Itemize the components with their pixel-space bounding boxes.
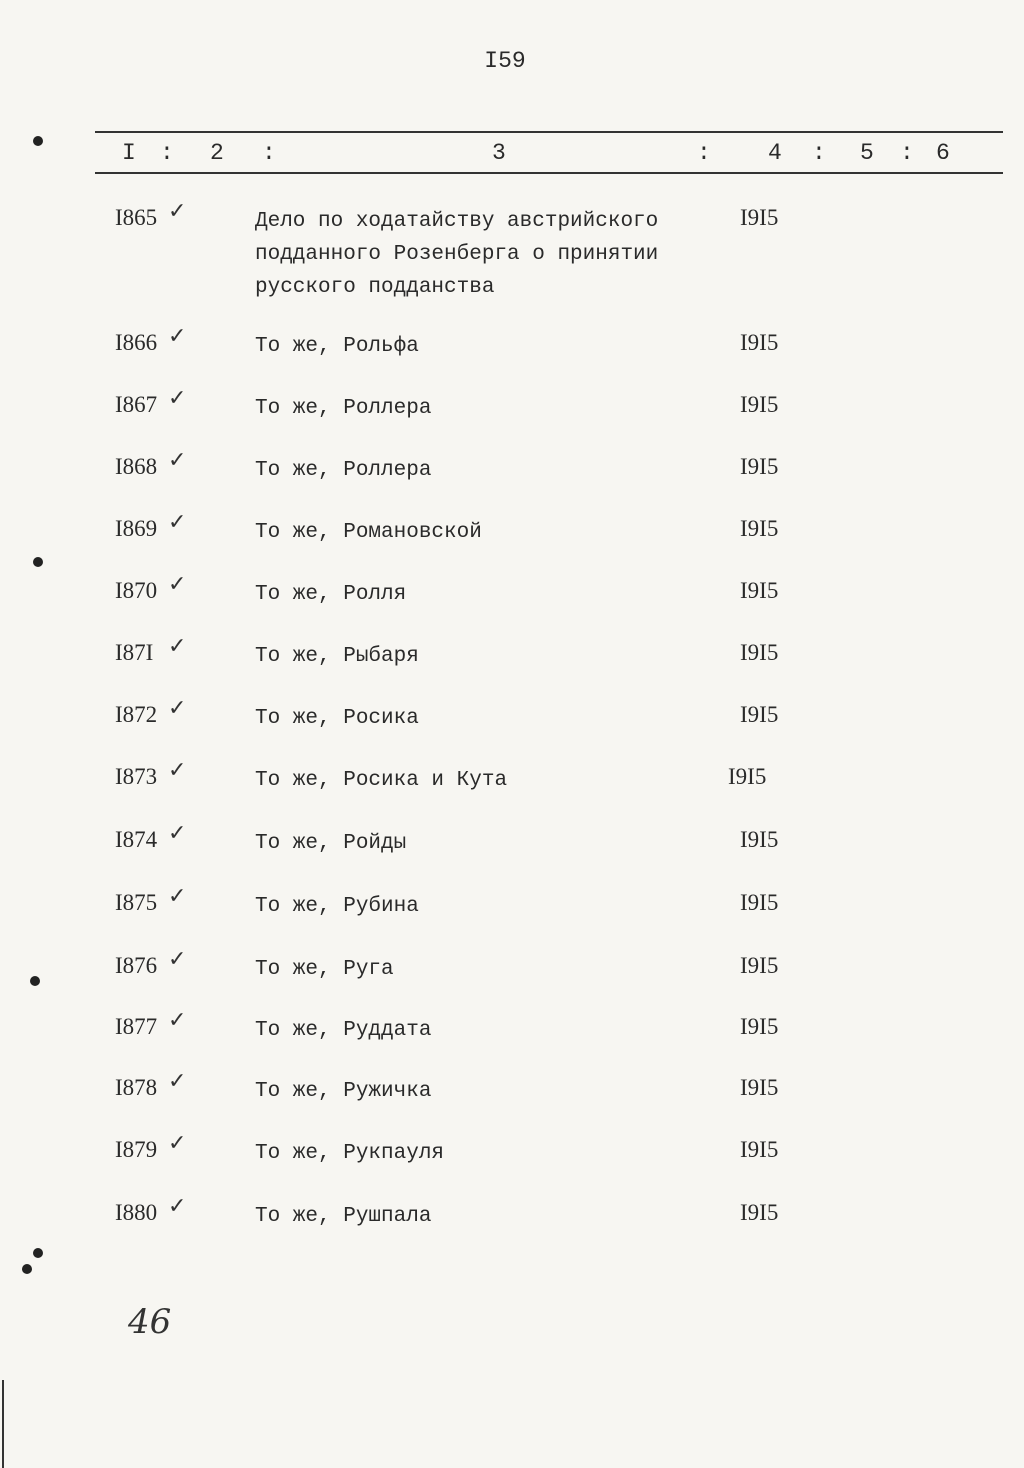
check-mark-icon: ✓ <box>168 1069 187 1094</box>
binder-hole <box>33 136 43 146</box>
case-title: То же, Руддата <box>255 1019 432 1042</box>
case-year: I9I5 <box>740 578 779 603</box>
case-title: То же, Роллера <box>255 459 432 482</box>
check-mark-icon: ✓ <box>168 634 187 659</box>
case-number: I87I <box>115 640 154 665</box>
case-title: То же, Ружичка <box>255 1080 432 1103</box>
header-col-6: 6 <box>936 140 950 166</box>
table-bottom-rule <box>95 172 1003 174</box>
case-number: I870 <box>115 578 158 603</box>
case-year: I9I5 <box>740 516 779 541</box>
case-year: I9I5 <box>728 764 767 789</box>
case-number: I876 <box>115 953 158 978</box>
check-mark-icon: ✓ <box>168 1008 187 1033</box>
check-mark-icon: ✓ <box>168 947 187 972</box>
case-year: I9I5 <box>740 1200 779 1225</box>
case-number: I874 <box>115 827 158 852</box>
case-title: То же, Роллера <box>255 397 432 420</box>
binder-hole <box>30 976 40 986</box>
case-year: I9I5 <box>740 890 779 915</box>
case-number: I878 <box>115 1075 158 1100</box>
header-separator: : <box>812 140 826 166</box>
header-col-3: 3 <box>492 140 506 166</box>
header-separator: : <box>160 140 174 166</box>
header-col-5: 5 <box>860 140 874 166</box>
case-year: I9I5 <box>740 205 779 230</box>
header-col-2: 2 <box>210 140 224 166</box>
case-number: I877 <box>115 1014 158 1039</box>
check-mark-icon: ✓ <box>168 758 187 783</box>
case-number: I879 <box>115 1137 158 1162</box>
table-top-rule <box>95 131 1003 133</box>
case-number: I866 <box>115 330 158 355</box>
case-year: I9I5 <box>740 827 779 852</box>
check-mark-icon: ✓ <box>168 199 187 224</box>
check-mark-icon: ✓ <box>168 572 187 597</box>
case-title: То же, Росика и Кута <box>255 769 508 792</box>
case-number: I865 <box>115 205 158 230</box>
binder-hole <box>22 1264 32 1274</box>
case-title: То же, Рубина <box>255 895 419 918</box>
case-year: I9I5 <box>740 1137 779 1162</box>
header-col-1: I <box>122 140 136 166</box>
case-year: I9I5 <box>740 640 779 665</box>
case-title: То же, Рукпауля <box>255 1142 445 1165</box>
page-number: I59 <box>484 48 526 74</box>
case-title: То же, Романовской <box>255 521 482 544</box>
case-title: То же, Ройды <box>255 832 407 855</box>
check-mark-icon: ✓ <box>168 821 187 846</box>
case-title: Дело по ходатайству австрийского подданного Розенберга о принятии русского подданства <box>255 210 659 299</box>
header-separator: : <box>900 140 914 166</box>
handwritten-note: 46 <box>128 1302 172 1342</box>
case-number: I880 <box>115 1200 158 1225</box>
header-separator: : <box>697 140 711 166</box>
case-number: I867 <box>115 392 158 417</box>
case-number: I873 <box>115 764 158 789</box>
case-year: I9I5 <box>740 392 779 417</box>
check-mark-icon: ✓ <box>168 1131 187 1156</box>
case-year: I9I5 <box>740 330 779 355</box>
case-year: I9I5 <box>740 953 779 978</box>
check-mark-icon: ✓ <box>168 448 187 473</box>
binder-hole <box>33 557 43 567</box>
check-mark-icon: ✓ <box>168 324 187 349</box>
case-year: I9I5 <box>740 454 779 479</box>
case-year: I9I5 <box>740 1075 779 1100</box>
check-mark-icon: ✓ <box>168 1194 187 1219</box>
case-title: То же, Росика <box>255 707 419 730</box>
case-number: I868 <box>115 454 158 479</box>
check-mark-icon: ✓ <box>168 884 187 909</box>
case-number: I872 <box>115 702 158 727</box>
case-title: То же, Ролля <box>255 583 407 606</box>
case-number: I875 <box>115 890 158 915</box>
page-edge-line <box>2 1380 4 1468</box>
case-year: I9I5 <box>740 1014 779 1039</box>
case-number: I869 <box>115 516 158 541</box>
binder-hole <box>33 1248 43 1258</box>
header-separator: : <box>262 140 276 166</box>
case-year: I9I5 <box>740 702 779 727</box>
case-title: То же, Руга <box>255 958 394 981</box>
case-title: То же, Рыбаря <box>255 645 419 668</box>
check-mark-icon: ✓ <box>168 386 187 411</box>
case-title: То же, Рольфа <box>255 335 419 358</box>
check-mark-icon: ✓ <box>168 510 187 535</box>
check-mark-icon: ✓ <box>168 696 187 721</box>
header-col-4: 4 <box>768 140 782 166</box>
case-title: То же, Рушпала <box>255 1205 432 1228</box>
